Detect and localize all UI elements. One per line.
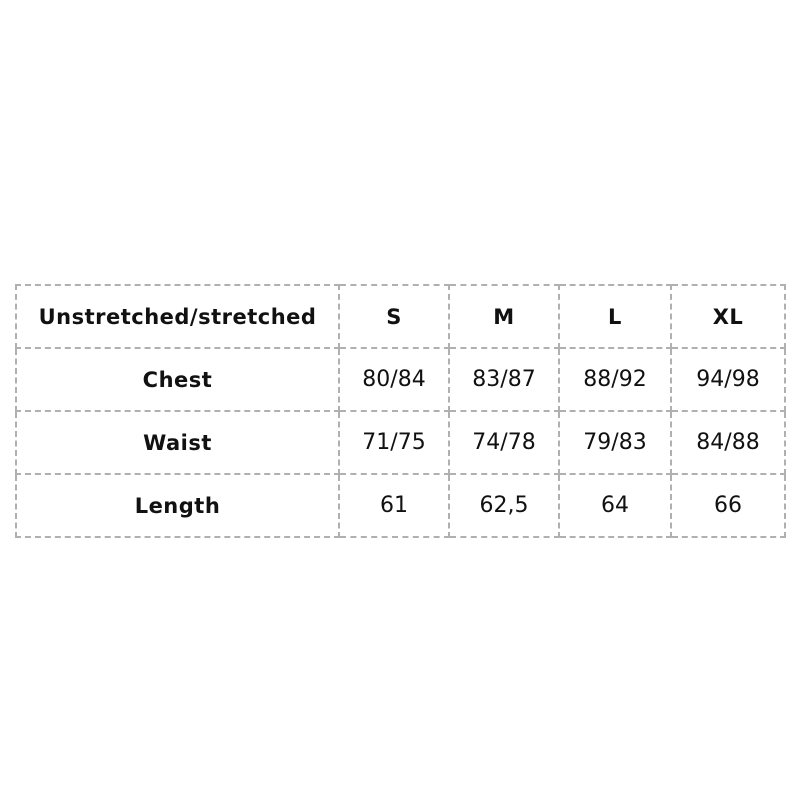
table-row-length [16,474,785,537]
value-chest-s: 80/84 [339,348,449,411]
size-chart [15,284,786,538]
row-label-length: Length [16,474,339,537]
value-chest-l: 88/92 [559,348,671,411]
size-chart-table [15,284,786,538]
row-label-chest: Chest [16,348,339,411]
row-label-waist: Waist [16,411,339,474]
header-size-s: S [339,285,449,348]
value-length-s: 61 [339,474,449,537]
table-row-waist [16,411,785,474]
value-length-xl: 66 [671,474,785,537]
value-waist-xl: 84/88 [671,411,785,474]
value-waist-m: 74/78 [449,411,559,474]
header-row [16,285,785,348]
value-waist-l: 79/83 [559,411,671,474]
header-measure-label: Unstretched/stretched [16,285,339,348]
table-row-chest [16,348,785,411]
header-size-xl: XL [671,285,785,348]
value-chest-m: 83/87 [449,348,559,411]
header-size-l: L [559,285,671,348]
value-length-l: 64 [559,474,671,537]
value-waist-s: 71/75 [339,411,449,474]
value-length-m: 62,5 [449,474,559,537]
header-size-m: M [449,285,559,348]
value-chest-xl: 94/98 [671,348,785,411]
